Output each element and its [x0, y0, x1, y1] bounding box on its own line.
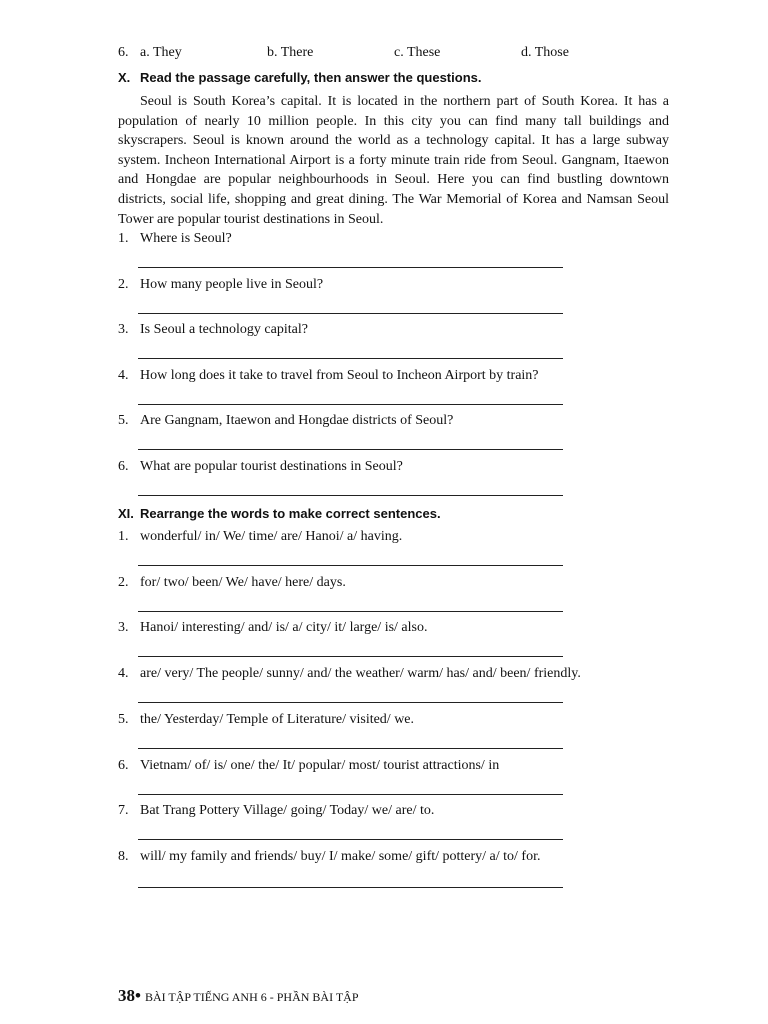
answer-line[interactable] — [138, 313, 563, 314]
question-number: 6. — [118, 459, 129, 474]
answer-line[interactable] — [138, 495, 563, 496]
item-words: wonderful/ in/ We/ time/ are/ Hanoi/ a/ having. — [140, 529, 403, 544]
question-number: 3. — [118, 322, 129, 337]
page-footer — [118, 986, 359, 1006]
section-x-instruction: Read the passage carefully, then answer the questions. — [140, 70, 482, 85]
answer-line[interactable] — [138, 267, 563, 268]
answer-line[interactable] — [138, 358, 563, 359]
reading-passage: Seoul is South Korea’s capital. It is located in the northern part of South Korea. It has a population of nearly 10 million people. In this city you can find many tall buildings and skyscrapers. Seoul is known around the world as a technology capital. It has a large subway system. Incheon International Airport is a forty minute train ride from Seoul. Gangnam, Itaewon and Hongdae are popular neighbourhoods in Seoul. Here you can find bustling downtown districts, social life, shopping and great dining. The War Memorial of Korea and Namsan Seoul Tower are popular tourist destinations in Seoul. — [118, 94, 669, 227]
section-x-label: X. — [118, 70, 131, 85]
answer-line[interactable] — [138, 887, 563, 888]
option-a: a. They — [140, 45, 182, 60]
question-text: How long does it take to travel from Seoul to Incheon Airport by train? — [140, 368, 539, 383]
question-text: What are popular tourist destinations in Seoul? — [140, 459, 403, 474]
item-number: 7. — [118, 803, 129, 818]
option-b: b. There — [267, 45, 314, 60]
question-text: How many people live in Seoul? — [140, 277, 324, 292]
item-number: 8. — [118, 849, 129, 864]
page-number: 38 — [118, 986, 135, 1005]
answer-line[interactable] — [138, 611, 563, 612]
section-xi-instruction: Rearrange the words to make correct sentences. — [140, 506, 441, 521]
item-number: 2. — [118, 575, 129, 590]
option-c: c. These — [394, 45, 441, 60]
item-number: 1. — [118, 529, 129, 544]
answer-line[interactable] — [138, 748, 563, 749]
top-item-number: 6. — [118, 45, 129, 60]
option-d: d. Those — [521, 45, 569, 60]
item-number: 3. — [118, 620, 129, 635]
item-words: the/ Yesterday/ Temple of Literature/ visited/ we. — [140, 712, 415, 727]
question-number: 5. — [118, 413, 129, 428]
answer-line[interactable] — [138, 449, 563, 450]
item-number: 6. — [118, 758, 129, 773]
item-words: Bat Trang Pottery Village/ going/ Today/ we/ are/ to. — [140, 803, 435, 818]
answer-line[interactable] — [138, 656, 563, 657]
item-words: are/ very/ The people/ sunny/ and/ the weather/ warm/ has/ and/ been/ friendly. — [140, 666, 581, 681]
answer-line[interactable] — [138, 404, 563, 405]
answer-line[interactable] — [138, 565, 563, 566]
question-text: Are Gangnam, Itaewon and Hongdae districts of Seoul? — [140, 413, 454, 428]
answer-line[interactable] — [138, 794, 563, 795]
question-number: 2. — [118, 277, 129, 292]
question-text: Is Seoul a technology capital? — [140, 322, 308, 337]
item-words: for/ two/ been/ We/ have/ here/ days. — [140, 575, 346, 590]
item-words: will/ my family and friends/ buy/ I/ make/ some/ gift/ pottery/ a/ to/ for. — [140, 849, 541, 864]
question-number: 4. — [118, 368, 129, 383]
question-number: 1. — [118, 231, 129, 246]
section-xi-label: XI. — [118, 506, 134, 521]
footer-bullet-icon: • — [135, 986, 141, 1005]
answer-line[interactable] — [138, 702, 563, 703]
question-text: Where is Seoul? — [140, 231, 232, 246]
item-number: 5. — [118, 712, 129, 727]
answer-line[interactable] — [138, 839, 563, 840]
footer-title: BÀI TẬP TIẾNG ANH 6 - PHẦN BÀI TẬP — [144, 990, 359, 1004]
item-number: 4. — [118, 666, 129, 681]
item-words: Vietnam/ of/ is/ one/ the/ It/ popular/ most/ tourist attractions/ in — [140, 758, 500, 773]
item-words: Hanoi/ interesting/ and/ is/ a/ city/ it/ large/ is/ also. — [140, 620, 428, 635]
